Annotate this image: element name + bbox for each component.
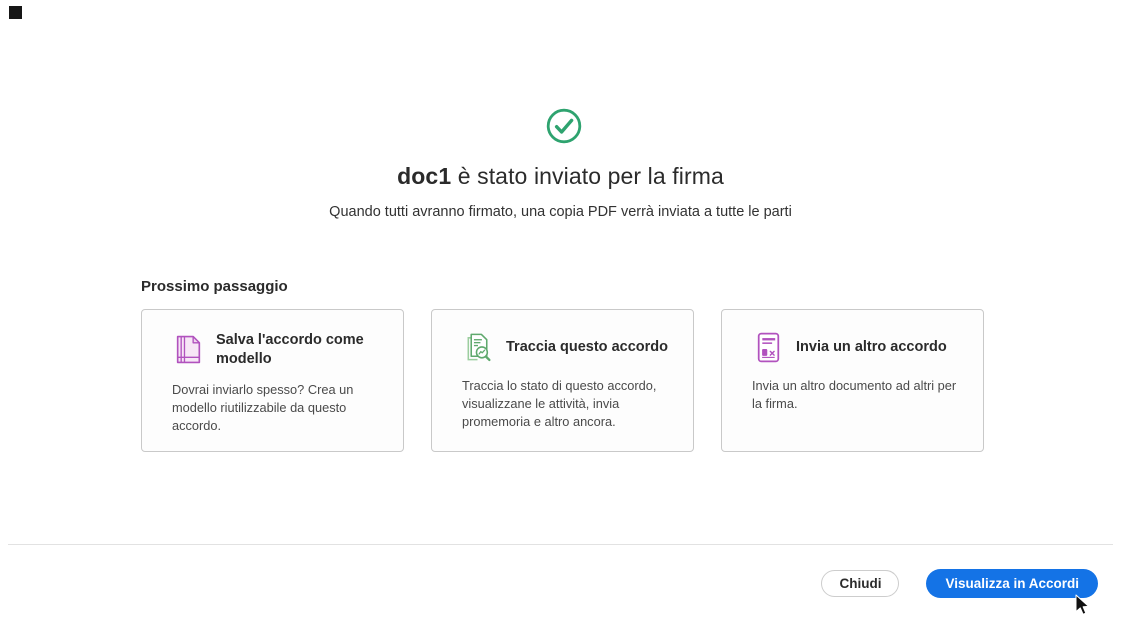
- view-in-agreements-button[interactable]: Visualizza in Accordi: [926, 569, 1098, 598]
- card-save-as-template[interactable]: [141, 309, 404, 452]
- card-description: Invia un altro documento ad altri per la firma.: [752, 378, 957, 411]
- send-agreement-icon: [752, 331, 785, 364]
- next-step-cards: [141, 309, 984, 452]
- card-title: Salva l'accordo come modello: [216, 332, 364, 367]
- next-step-heading: Prossimo passaggio: [141, 278, 288, 295]
- page-title-rest: è stato inviato per la firma: [451, 163, 724, 189]
- mouse-cursor-icon: [1074, 594, 1091, 618]
- recording-marker-square: [9, 6, 22, 19]
- save-template-icon: [172, 333, 205, 366]
- card-head: [752, 331, 965, 364]
- card-description: Traccia lo stato di questo accordo, visualizzane le attività, invia promemoria e altro ancora.: [462, 378, 657, 429]
- page-subtitle: Quando tutti avranno firmato, una copia PDF verrà inviata a tutte le parti: [329, 204, 792, 220]
- footer-divider: [8, 544, 1113, 545]
- card-track-agreement[interactable]: [431, 309, 694, 452]
- footer-actions: [821, 568, 1098, 598]
- document-name: doc1: [397, 163, 452, 189]
- success-check-icon: [546, 108, 582, 144]
- card-title: Traccia questo accordo: [506, 339, 668, 356]
- card-head: [462, 331, 675, 364]
- card-head: [172, 331, 385, 368]
- track-agreement-icon: [462, 331, 495, 364]
- card-description: Dovrai inviarlo spesso? Crea un modello riutilizzabile da questo accordo.: [172, 382, 354, 433]
- card-title: Invia un altro accordo: [796, 339, 947, 356]
- card-send-another[interactable]: [721, 309, 984, 452]
- close-button[interactable]: Chiudi: [821, 570, 899, 597]
- page-title: [0, 161, 1121, 191]
